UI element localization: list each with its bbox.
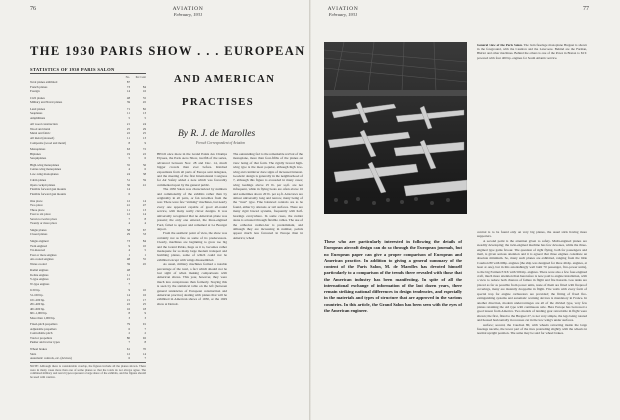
statistics-row-number: 6 (128, 356, 130, 361)
statistics-row-number: 39 (126, 100, 130, 105)
statistics-row-percent: 45 (142, 100, 146, 105)
statistics-row-number: 41 (126, 203, 130, 208)
article-paragraph: From the aesthetic point of view, the show was certainly not as fine as some of its predecessors. Clearly, machines are beginning to grow too big and the Grand Palais, huge as it is, becomes rather inadequate for so many large modern transport and bombing planes, some of which could not be exhibited except with wings disassembled. (157, 231, 227, 262)
statistics-row-percent: 4 (144, 221, 146, 226)
statistics-row-label: Fixed-pitch propellers (30, 322, 58, 327)
statistics-row-label: Twenty or more place (30, 221, 58, 226)
statistics-row-label: Automatic controls, etc. (devices) (30, 356, 72, 361)
statistics-row-label: Flexible forward gun mounts (30, 187, 67, 192)
statistics-row-number: 12 (126, 198, 130, 203)
statistics-row-number: 61 (126, 346, 130, 351)
statistics-row-label: Foreign (30, 89, 40, 94)
statistics-row (30, 221, 146, 226)
statistics-row (30, 156, 146, 161)
statistics-row-number: 21 (126, 277, 130, 282)
right-issue-date: February, 1931 (328, 12, 358, 17)
statistics-row-number: 11 (127, 207, 130, 212)
statistics-row-label: Two place (30, 203, 43, 208)
statistics-row-number: 24 (126, 171, 130, 176)
statistics-row-label: 201-400 hp. (30, 302, 45, 307)
right-page-number: 77 (583, 6, 589, 12)
statistics-row-label: Three place (30, 207, 45, 212)
statistics-row-label: French planes (30, 84, 48, 89)
statistics-row-percent: 14 (142, 351, 146, 356)
statistics-row-number: 2 (128, 331, 130, 336)
statistics-row (30, 262, 146, 267)
statistics-table (30, 67, 146, 380)
statistics-row-percent: 16 (142, 89, 146, 94)
statistics-row-percent: 59 (142, 178, 146, 183)
statistics-row-number: 48 (126, 95, 130, 100)
statistics-row-percent: 2 (144, 331, 146, 336)
statistics-row-percent: 91 (142, 322, 146, 327)
statistics-row-percent: 45 (142, 261, 146, 266)
article-column-2 (233, 152, 303, 240)
statistics-row-percent: 84 (142, 238, 146, 243)
statistics-row (30, 356, 146, 361)
statistics-row-number: 14 (126, 89, 130, 94)
statistics-row-number: 12 (126, 212, 130, 217)
statistics-row-percent: 47 (142, 203, 146, 208)
article-column-4 (477, 230, 587, 336)
byline: By R. J. de Marolles (178, 129, 256, 139)
statistics-row-label: Wheel brakes (30, 346, 47, 351)
statistics-row-number: 8 (128, 311, 130, 316)
statistics-row-number: 7 (128, 216, 130, 221)
statistics-row-percent: 84 (142, 84, 146, 89)
statistics-row-label: Single planes (30, 227, 47, 232)
byline-subtitle: French Correspondent of Aviation (196, 141, 246, 145)
statistics-row-label: One place (30, 198, 43, 203)
statistics-row-number: 4 (128, 221, 130, 226)
statistics-row-percent: 5 (144, 115, 146, 120)
statistics-row-label: 401-600 hp. (30, 306, 45, 311)
statistics-row-percent: 82 (142, 106, 146, 111)
statistics-row-number: 1 (128, 252, 130, 257)
statistics-row-percent: 10 (142, 288, 146, 293)
statistics-row-number: 35 (126, 162, 130, 167)
statistics-row-percent: 67 (142, 227, 146, 232)
statistics-row-number: 48 (126, 268, 130, 273)
caption-text: The twin fuselage monoplane Breguet is shown in the foreground, with the Caudron and the Latecoere. Behind are the Farman, Blériot and other machines. Behind the others is one of the Potez in Breton to M.T. powered with four 400 hp. engines for South Atlantic service. (477, 43, 587, 60)
article-paragraph: control is to be found only on very big planes, the usual stick having more supporters. (477, 230, 587, 239)
statistics-row-label: 0-50 hp. (30, 288, 41, 293)
statistics-row-number: 6 (128, 326, 130, 331)
statistics-row-number: 63 (126, 147, 130, 152)
statistics-row-number: 11 (127, 136, 130, 141)
statistics-row-label: Seven to twelve place (30, 216, 58, 221)
statistics-row-label: Single engined (30, 238, 49, 243)
caption-title: General view of the Paris Salon. (477, 43, 523, 47)
article-paragraph: The 1930 Salon was characterized by numbers and commonality of the exhibits rather than by originality in all parts, or fan novelties from the rear. There were few "striking" machines, but nearly every one appeared capable of good all-round service, with many really clever designs. It was universally recognized that no American plane was present; the only one entered, the three-engined Ford, failed to appear and remained at Le Bourget airport. (157, 187, 227, 231)
statistics-row-label: Monoplanes (30, 147, 46, 152)
statistics-row-percent: 29 (142, 126, 146, 131)
col-header-no: No. (125, 75, 130, 79)
statistics-row (30, 232, 146, 237)
statistics-row-percent: 55 (142, 257, 146, 262)
statistics-row-label: Twin engined (30, 243, 47, 248)
statistics-row-number: 22 (126, 302, 130, 307)
statistics-rows (30, 80, 146, 361)
left-running-head (158, 6, 218, 18)
statistics-row-percent (130, 192, 146, 197)
statistics-row (30, 116, 146, 121)
statistics-row-label: Metal and fabric (30, 131, 51, 136)
statistics-row-label: Water-cooled (30, 261, 47, 266)
statistics-row-label: Sesquiplanes (30, 156, 47, 161)
statistics-row-percent: 13 (142, 136, 146, 141)
statistics-row-number: 4 (128, 167, 130, 172)
statistics-row-label: 51-100 hp. (30, 292, 44, 297)
statistics-row-number: 7 (128, 281, 130, 286)
statistics-row-number: 36 (126, 182, 130, 187)
statistics-row-number: 71 (126, 106, 130, 111)
statistics-row-number: 8 (128, 140, 130, 145)
statistics-row-label: In-line engines (30, 272, 49, 277)
statistics-row-percent: 33 (142, 232, 146, 237)
statistics-row (30, 192, 146, 197)
statistics-row-percent: 22 (142, 151, 146, 156)
right-magazine-name: AVIATION (327, 6, 359, 12)
statistics-row-label: Controllable pitch (30, 331, 53, 336)
left-magazine-name: AVIATION (172, 6, 204, 12)
statistics-row-label: Land planes (30, 106, 46, 111)
statistics-row-number: 87 (126, 80, 130, 84)
statistics-row-label: Adjustable propellers (30, 326, 57, 331)
statistics-row-percent: 25 (142, 302, 146, 307)
statistics-row-label: Radial engines (30, 268, 49, 273)
statistics-row-number: 9 (128, 288, 130, 293)
statistics-row-label: Composite (wood and metal) (30, 140, 67, 145)
photo-caption (477, 43, 587, 60)
statistics-row-number: 21 (126, 122, 130, 127)
statistics-row (30, 141, 146, 146)
statistics-row-label: More than 1,000 hp. (30, 315, 56, 320)
statistics-row-number: 19 (126, 151, 130, 156)
statistics-row-number: 51 (126, 178, 130, 183)
statistics-row-percent: 16 (142, 292, 146, 297)
statistics-row-number: 22 (126, 131, 130, 136)
article-title-right-line2: PRACTISES (182, 97, 255, 108)
statistics-row-label: Total planes exhibited (30, 80, 58, 84)
statistics-row-label: All metal (stressed) (30, 136, 55, 141)
article-paragraph: As usual, military machines formed a notable percentage of the total, a fact which should not be lost sight of when making comparisons with American shows. This year, however, they were much less conspicuous than formerly. Staying this is seen by the statistical table on the left (between general tendencies of European construction and American practice) dealing with planes that will be exhibited in American shows of 1930, or the 1929 show at Detroit. (157, 262, 227, 306)
statistics-row-percent: 3 (144, 315, 146, 320)
statistics-row (30, 172, 146, 177)
statistics-row-percent: 70 (142, 346, 146, 351)
statistics-row-percent: 6 (144, 167, 146, 172)
article-title-left: THE 1930 PARIS SHOW . . . EUROPEAN (30, 44, 306, 58)
statistics-row-number: 12 (126, 351, 130, 356)
statistics-row-number: 29 (126, 232, 130, 237)
statistics-row-label: Flexible forward gun mounts (30, 192, 67, 197)
statistics-row-label: Pusher and tractor types (30, 340, 60, 345)
statistics-row-label: V-type engines (30, 277, 49, 282)
statistics-row-percent: 55 (142, 95, 146, 100)
statistics-row-number: 16 (126, 306, 130, 311)
right-running-head (313, 6, 373, 18)
editorial-introduction: These who are particularly interested in following the details of European aircraft design can do so through the European journals, but no European paper can give a proper comparison of European and American practice. In addition to giving a general summary of the content of the Paris Salon, M. de Marolles has devoted himself particularly to a comparison of the trends there revealed with those that the American industry has been manifesting. In spite of all the international exchange of information of the last dozen years, there remain striking national differences in design tendencies, and especially in the materials and types of structure that are approved in the various countries. In this article, the Grand Salon has been seen with the eyes of the American engineer. (324, 239, 462, 313)
statistics-row-label: Cabin planes (30, 178, 47, 183)
statistics-row-percent: 17 (142, 297, 146, 302)
statistics-note: NOTE: Although there is considerable overlap, the figures include all the planes shown. There were in many cases more than one of some planes so that the totals do not always agree. The combined military and naval types represent a large share of the exhibits, and the figures should be used with caution. (30, 363, 146, 380)
statistics-row-percent: 10 (142, 243, 146, 248)
statistics-row-percent: 9 (144, 140, 146, 145)
statistics-row-label: Amphibians (30, 115, 46, 120)
article-paragraph: The outstanding fact is the remarkable revival of the monoplane, more than four-fifths of the planes on view being of that form. The rigidly braced high-wing type is the most popular, although high low-wing and cantilever duce signs of increased interest. Geodetic design is generally in the neighborhood of 7, although this figure is exceeded in many cases; wing loadings above 25 lb. per sq.ft. are not infrequent, while in flying boats are often above 16 and sometimes above 20 lb. per sq.ft. Airscrews are almost universally long and narrow, many being of the "trust" type. Fine balanced controls are to be found, either by ailerons or tail surfaces. There are many rigid braced systems, frequently with half-bearings everywhere. In some cases, the rudder alone is actuated through flexible cables. The use of the orthodox rudder-bar is predominant, and although they are increasing in number, pedals appear much less favoured in Europe than in America; wheel (233, 152, 303, 240)
statistics-row-label: Closed planes (30, 232, 48, 237)
statistics-row-label: Tri-motored (30, 248, 46, 253)
statistics-row-percent: 8 (144, 340, 146, 345)
statistics-row-percent: 92 (142, 335, 146, 340)
statistics-row-label: W-type engines (30, 281, 50, 286)
statistics-row-label: Open cockpit planes (30, 182, 56, 187)
statistics-row-number: 14 (126, 292, 130, 297)
statistics-row-label: High-wing monoplanes (30, 162, 60, 167)
statistics-row-percent: 1 (144, 252, 146, 257)
statistics-row-label: Seaplanes (30, 111, 43, 116)
article-column-1 (157, 152, 227, 306)
statistics-row-number: 5 (128, 156, 130, 161)
statistics-row-percent: 72 (142, 147, 146, 152)
statistics-row-percent: 7 (144, 326, 146, 331)
statistics-row-number: 4 (128, 248, 130, 253)
statistics-row-label: Center-wing monoplanes (30, 167, 62, 172)
statistics-row-percent: 14 (142, 198, 146, 203)
statistics-row-percent: 14 (142, 212, 146, 217)
statistics-row-percent: 18 (142, 306, 146, 311)
statistics-row-number: 39 (126, 261, 130, 266)
statistics-row-number: 5 (128, 115, 130, 120)
col-header-percent: Per Cent (135, 75, 146, 79)
statistics-row-label: Civil planes (30, 95, 45, 100)
salon-photo-illustration (324, 42, 467, 214)
statistics-row-number: 58 (126, 227, 130, 232)
statistics-row-label: 601-1,000 hp. (30, 311, 48, 316)
statistics-title: STATISTICS OF 1930 PARIS SALON (30, 67, 146, 74)
statistics-row-label: Wood and metal (30, 126, 51, 131)
statistics-row-label: Four or more engines (30, 252, 57, 257)
statistics-row-label: Slots (30, 351, 37, 356)
statistics-row-label: All wood construction (30, 122, 58, 127)
statistics-row-percent: 5 (144, 248, 146, 253)
statistics-row-number: 15 (126, 297, 130, 302)
statistics-row-percent: 6 (144, 156, 146, 161)
statistics-row-number: 25 (126, 126, 130, 131)
statistics-row-percent: 8 (144, 216, 146, 221)
statistics-row-percent: 7 (144, 356, 146, 361)
statistics-row-number: 11 (127, 111, 130, 116)
statistics-row-number: 73 (126, 84, 130, 89)
statistics-row (30, 316, 146, 321)
statistics-row-label: 101-200 hp. (30, 297, 45, 302)
statistics-row-number: 48 (126, 257, 130, 262)
left-page-number: 76 (30, 6, 36, 12)
statistics-row-percent (130, 282, 146, 287)
article-paragraph: A second point is the attention given to safety. Multi-engined planes are steadily developing; the twin-engined machine has few devotees, while the three-engined type gains favour. The question of right flying, both for passengers and mail, is given serious attention and it is agreed that three engines constitute an absolute minimum. So, many such planes are exhibited, ranging from the little Caudron 80 with 60hp. engines (the ship was designed for three 40-hp. engines, at least at one), but in this astonishingly well built 70 passenger, five-power units), to the big Farman F.XX with 500-hp. engines. There were also a few four-engined craft, much more attention than heretofore is now paid to engine installation, with a view to reduce both chances of failure in flight and fire hazards. Gas tanks are placed as far as possible from power units, none of them are fitted with fireproof coverings, many are instantly droppable in flight. Fire walls with every form of special trap for engine carburetors are provided; the fitting of fixed fire-extinguishing systems and automatic warning devices is mandatory in France. In another direction, modern undercarriages are all of the divided type, very few planes retaining the old type with continuous axle. Here Europe has borrowed a good lesson from America. Two models of landing gear retractable in flight were shown; the first, fitted to the Breguet 27, is not very simple, the legs being rotated and housed horizontally in recesses cut in the low wing's under surfaces. (477, 238, 587, 323)
statistics-row-label: Air-cooled engines (30, 257, 54, 262)
statistics-row (30, 89, 146, 94)
statistics-row-percent: 24 (142, 122, 146, 127)
statistics-row-percent: 25 (142, 131, 146, 136)
statistics-row (30, 282, 146, 287)
statistics-row-label: Tractor propellers (30, 335, 53, 340)
left-issue-date: February, 1931 (173, 12, 203, 17)
article-paragraph: HELD once more in the Grand Palais des Champs Elysees, the Paris Aero Show, twelfth of the series, advanced between Nov. 28 and Dec. 14, much bigger crowds than ever before. Kindred expositions from all parts of Europe sent delegates, and the meeting of the first International Congress for Air Safety added a note which was favorably commented upon by the general public. (157, 152, 227, 187)
statistics-row-label: Four to six place (30, 212, 51, 217)
statistics-row-number: 11 (127, 272, 130, 277)
statistics-row-percent: 13 (142, 207, 146, 212)
statistics-row-number: 73 (126, 238, 130, 243)
statistics-row (30, 340, 146, 345)
statistics-row-percent: 38 (142, 171, 146, 176)
article-title-right-line1: AND AMERICAN (174, 74, 276, 85)
statistics-row-percent: 9 (144, 311, 146, 316)
statistics-row-number: 9 (128, 243, 130, 248)
statistics-row-label: Low-wing monoplanes (30, 171, 59, 176)
statistics-row-number: 14 (126, 187, 130, 192)
statistics-row-number: 3 (128, 315, 130, 320)
statistics-row-label: Military and Naval planes (30, 100, 63, 105)
statistics-row-percent: 56 (142, 162, 146, 167)
statistics-row-number: 80 (126, 335, 130, 340)
statistics-row-number: 79 (126, 322, 130, 327)
statistics-row-percent: 13 (142, 111, 146, 116)
statistics-row-label: Biplanes (30, 151, 41, 156)
salon-photograph (324, 42, 467, 214)
article-paragraph: surface; second, the Caudron 80, with wheels retracting inside the large fuselage nacelle, the lower part of the tires protruding slightly with the wheels in normal upright position. The same may be said for wheel brakes. (477, 322, 587, 336)
statistics-row-number: 7 (128, 340, 130, 345)
statistics-row-number: 6 (128, 192, 130, 197)
statistics-rule (30, 362, 146, 363)
page-gutter (309, 0, 311, 420)
statistics-row-percent: 41 (142, 182, 146, 187)
statistics-row (30, 100, 146, 105)
